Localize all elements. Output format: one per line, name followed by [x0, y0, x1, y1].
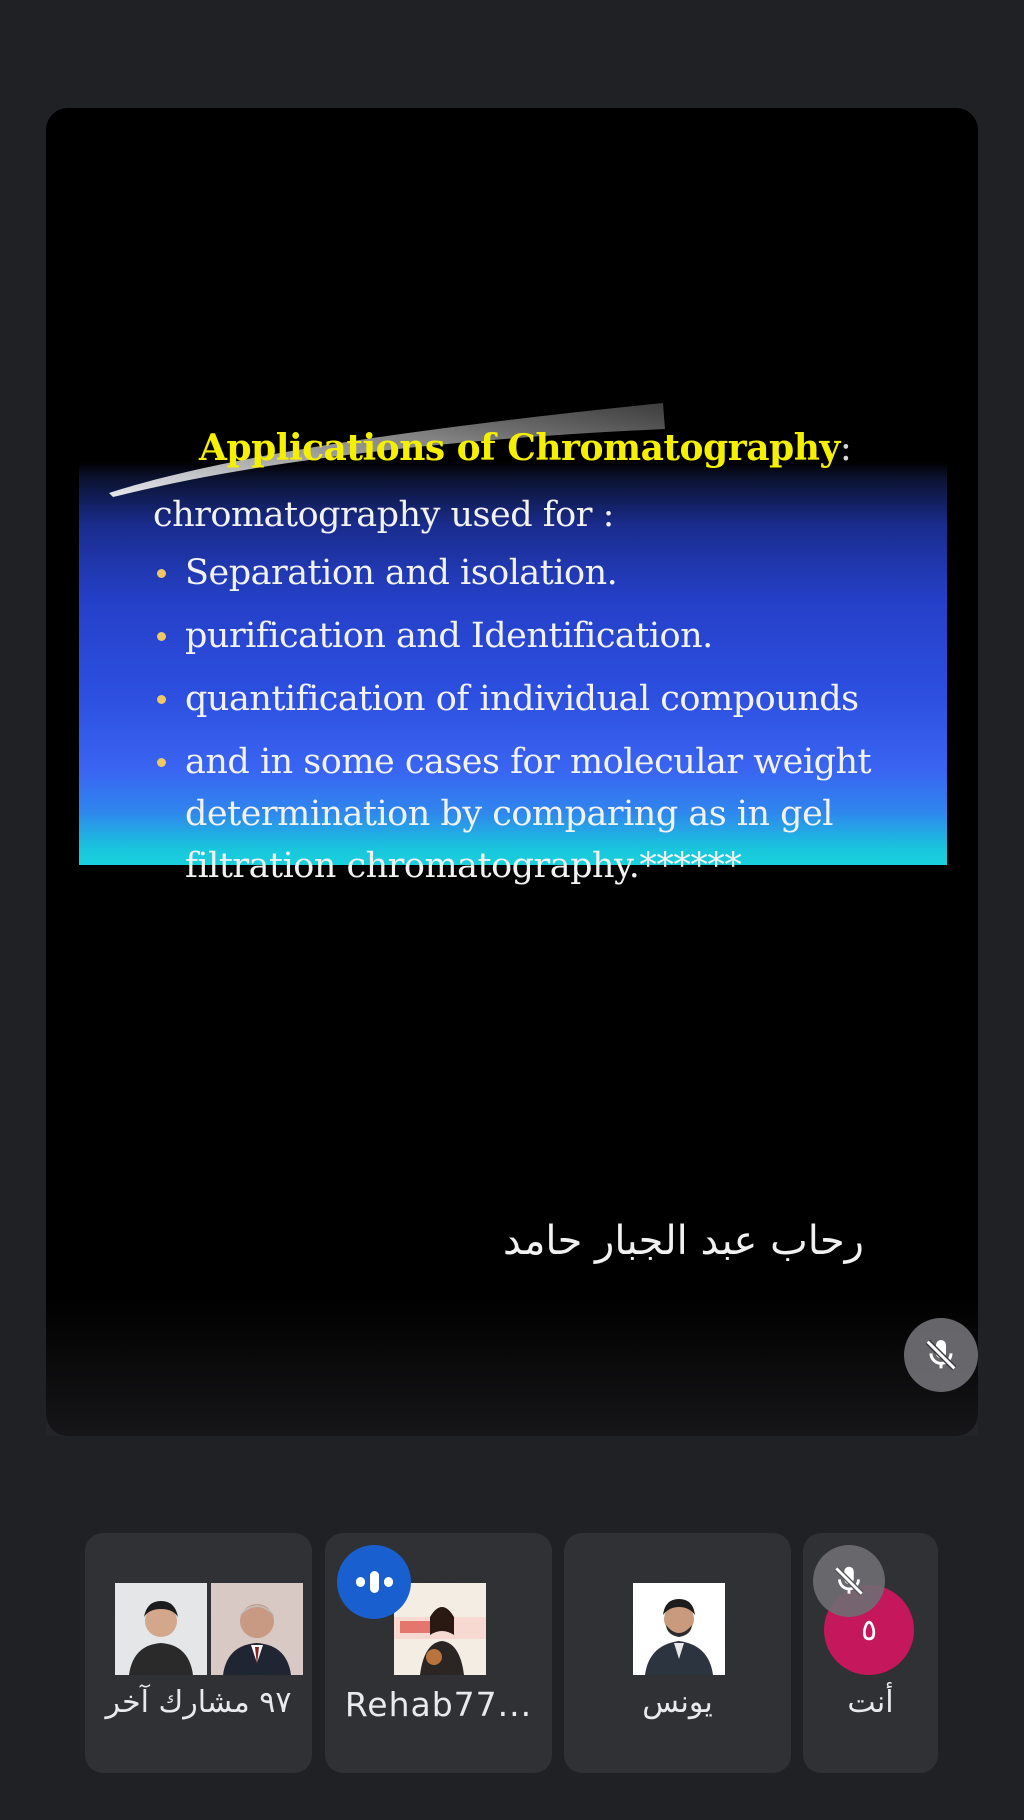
person-avatar-icon — [211, 1583, 303, 1675]
mic-off-icon — [921, 1335, 961, 1375]
avatar: ٥ — [824, 1585, 914, 1675]
avatar — [631, 1581, 727, 1677]
participant-label: يونس — [642, 1685, 713, 1720]
participant-label: Rehab77... — [344, 1685, 533, 1724]
person-avatar-icon — [115, 1583, 207, 1675]
slide-title — [199, 427, 851, 469]
slide-bullet-list — [153, 547, 933, 903]
avatar — [113, 1581, 209, 1677]
presenter-name: رحاب عبد الجبار حامد — [503, 1218, 864, 1264]
avatar — [209, 1581, 305, 1677]
participant-tile-you[interactable] — [803, 1533, 938, 1773]
slide-bullet: Separation and isolation. — [153, 547, 933, 599]
tile-bottom-fade — [46, 1296, 978, 1436]
slide-title-text: Applications of Chromatography — [199, 427, 840, 469]
slide-bullet: purification and Identification. — [153, 610, 933, 662]
participant-tile-younes[interactable] — [564, 1533, 791, 1773]
slide-bullet: quantification of individual compounds — [153, 673, 933, 725]
slide-intro: chromatography used for : — [153, 495, 614, 535]
person-avatar-icon — [633, 1583, 725, 1675]
presenter-mic-off-icon — [904, 1318, 978, 1392]
participant-label: ٩٧ مشارك آخر — [105, 1685, 292, 1720]
mic-off-icon — [830, 1562, 868, 1600]
shared-slide — [79, 335, 947, 886]
slide-bullet: and in some cases for molecular weight determination by comparing as in gel filtration chromatography.****** — [153, 736, 933, 892]
participant-label: أنت — [847, 1685, 894, 1720]
speaking-indicator-icon — [337, 1545, 411, 1619]
slide-title-colon: : — [839, 428, 852, 469]
participants-overflow-tile[interactable] — [85, 1533, 312, 1773]
self-mic-off-icon — [813, 1545, 885, 1617]
participant-tile-rehab[interactable] — [325, 1533, 552, 1773]
